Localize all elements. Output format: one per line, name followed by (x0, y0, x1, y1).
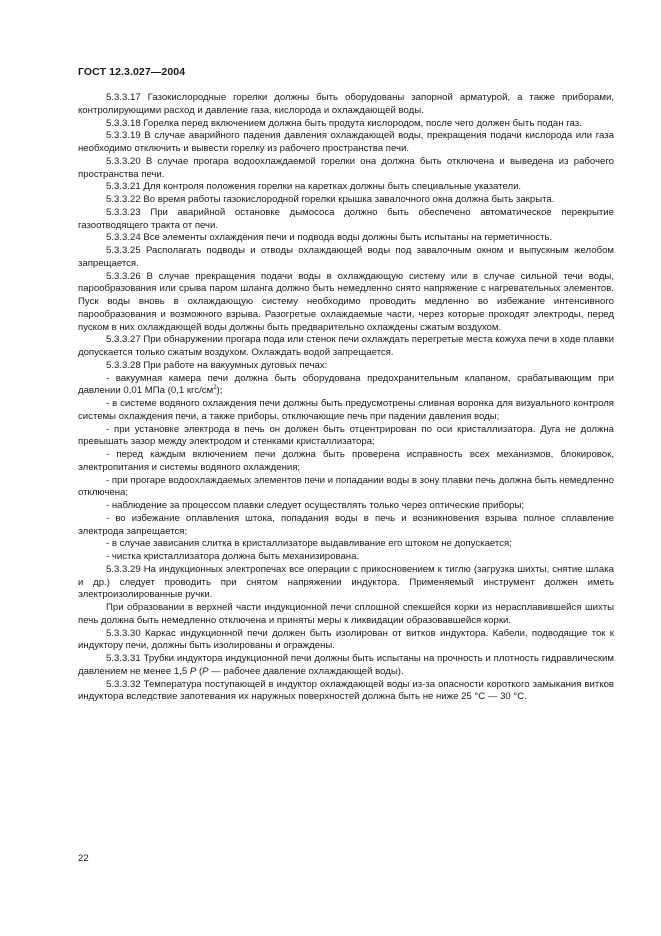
paragraph-5-3-3-17: 5.3.3.17 Газокислородные горелки должны быть оборудованы запорной арматурой, а также приборами, контролирующими расход и давление газа, кислорода и охлаждающей воды. (78, 92, 614, 116)
list-item-ingot-hang: - в случае зависания слитка в кристаллизаторе выдавливание его штоком не допускается; (106, 538, 512, 550)
paragraph-5-3-3-25: 5.3.3.25 Располагать подводы и отводы охлаждающей воды под завалочным окном и выпускным желобом запрещается. (78, 245, 614, 269)
p31-text-end: — рабочее давление охлаждающей воды). (208, 665, 404, 677)
p31-text-mid: ( (196, 665, 203, 677)
superscript-2: 2 (213, 385, 217, 392)
paragraph-5-3-3-26: 5.3.3.26 В случае прекращения подачи воды в охлаждающую систему или в случае сильной течи воды, парообразования или срыва паром шланга должно быть немедленно снято напряжение с нагревательных элементов. Пуск воды вновь в охлаждающую систему необходимо проводить медленно во избежание интенсивного парообразования и возможного взрыва. Разогретые охлаждаемые части, через которые проходят электроды, перед пуском в них охлаждающей воды должны быть предварительно охлаждены сжатым воздухом. (78, 270, 614, 333)
p31-var-p2: Р (202, 665, 209, 677)
paragraph-5-3-3-27: 5.3.3.27 При обнаружении прогара пода или стенок печи охлаждать перегретые места кожуха печи в ходе плавки допускается только сжатым воздухом. Охлаждать водой запрещается. (78, 334, 614, 358)
list-item-crystallizer-cleaning: - чистка кристаллизатора должна быть механизирована. (106, 551, 360, 562)
list-item-water-cooling: - в системе водяного охлаждения печи должны быть предусмотрены сливная воронка для визуального контроля системы охлаждения печи, а также приборы, отключающие печь при падении давления воды; (78, 398, 614, 422)
paragraph-5-3-3-28: 5.3.3.28 При работе на вакуумных дуговых печах: (106, 359, 328, 371)
paragraph-5-3-3-22: 5.3.3.22 Во время работы газокислородной горелки крышка завалочного окна должна быть закрыта. (106, 194, 555, 205)
paragraph-5-3-3-30: 5.3.3.30 Каркас индукционной печи должен быть изолирован от витков индуктора. Кабели, подводящие ток к индуктору печи, должны быть изолированы и ограждены. (78, 627, 614, 652)
list-item-observation: - наблюдение за процессом плавки следует осуществлять только через оптические приборы; (106, 500, 525, 511)
list-item-mechanism-check: - перед каждым включением печи должна быть проверена исправность всех механизмов, блокировок, электропитания и системы водяного охлаждения; (78, 449, 614, 473)
paragraph-5-3-3-31 (78, 653, 614, 679)
paragraph-5-3-3-19: 5.3.3.19 В случае аварийного падения давления охлаждающей воды, прекращения подачи кислорода или газа необходимо отключить и вывести горелку из рабочего пространства печи. (78, 130, 614, 154)
list-item-vacuum-valve (78, 373, 614, 399)
paragraph-5-3-3-23: 5.3.3.23 При аварийной остановке дымососа должно быть обеспечено автоматическое перекрытие газоотводящего тракта от печи. (78, 206, 614, 231)
p31-var-p1: Р (189, 665, 197, 677)
p31-text-start: 5.3.3.31 Трубки индуктора индукционной печи должны быть испытаны на прочность и плотность гидравлическим давлением не менее 1,5 (78, 653, 614, 677)
list-item-electrode-centering: - при установке электрода в печь он должен быть отцентрирован по оси кристаллизатора. Дуга не должна превышать зазор между электродом и стенками кристаллизатора; (78, 423, 614, 448)
list-item-rod-melting: - во избежание оплавления штока, попадания воды в печь и возникновения взрыва полное сплавление электрода запрещается; (78, 512, 614, 537)
list-item-vacuum-valve-text: - вакуумная камера печи должна быть оборудована предохранительным клапаном, срабатывающим при давлении 0,01 МПа (0,1 кгс/см (78, 372, 614, 397)
paragraph-5-3-3-29: 5.3.3.29 На индукционных электропечах все операции с прикосновением к тиглю (загрузка шихты, снятие шлака и др.) следует проводить при снятом напряжении индуктора. Применяемый инструмент должен иметь электроизолированные ручки. (78, 563, 614, 601)
paragraph-5-3-3-20: 5.3.3.20 В случае прогара водоохлаждаемой горелки она должна быть отключена и выведена из рабочего пространства печи. (78, 155, 614, 180)
list-item-vacuum-valve-end: ); (216, 385, 223, 397)
paragraph-5-3-3-18: 5.3.3.18 Горелка перед включением должна быть продута кислородом, после чего должен быть подан газ. (106, 117, 582, 129)
paragraph-crust: При образовании в верхней части индукционной печи сплошной спекшейся корки из нерасплавившейся шихты печь должна быть немедленно отключена и приняты меры к ликвидации образовавшейся корки. (78, 602, 614, 626)
paragraph-5-3-3-24: 5.3.3.24 Все элементы охлаждения печи и подвода воды должны быть испытаны на герметичность. (106, 232, 553, 244)
page-header: ГОСТ 12.3.027—2004 (78, 66, 186, 78)
paragraph-5-3-3-21: 5.3.3.21 Для контроля положения горелки на каретках должны быть специальные указатели. (106, 181, 522, 193)
paragraph-5-3-3-32: 5.3.3.32 Температура поступающей в индуктор охлаждающей воды из-за опасности короткого замыкания витков индуктора вследствие запотевания их наружных поверхностей должна быть не ниже 25 °С — 30 °С. (78, 678, 614, 703)
document-body (78, 92, 614, 704)
page-number: 22 (78, 853, 89, 864)
list-item-burnthrough: - при прогаре водоохлаждаемых элементов печи и попадании воды в зону плавки печь должна быть немедленно отключена; (78, 474, 614, 499)
